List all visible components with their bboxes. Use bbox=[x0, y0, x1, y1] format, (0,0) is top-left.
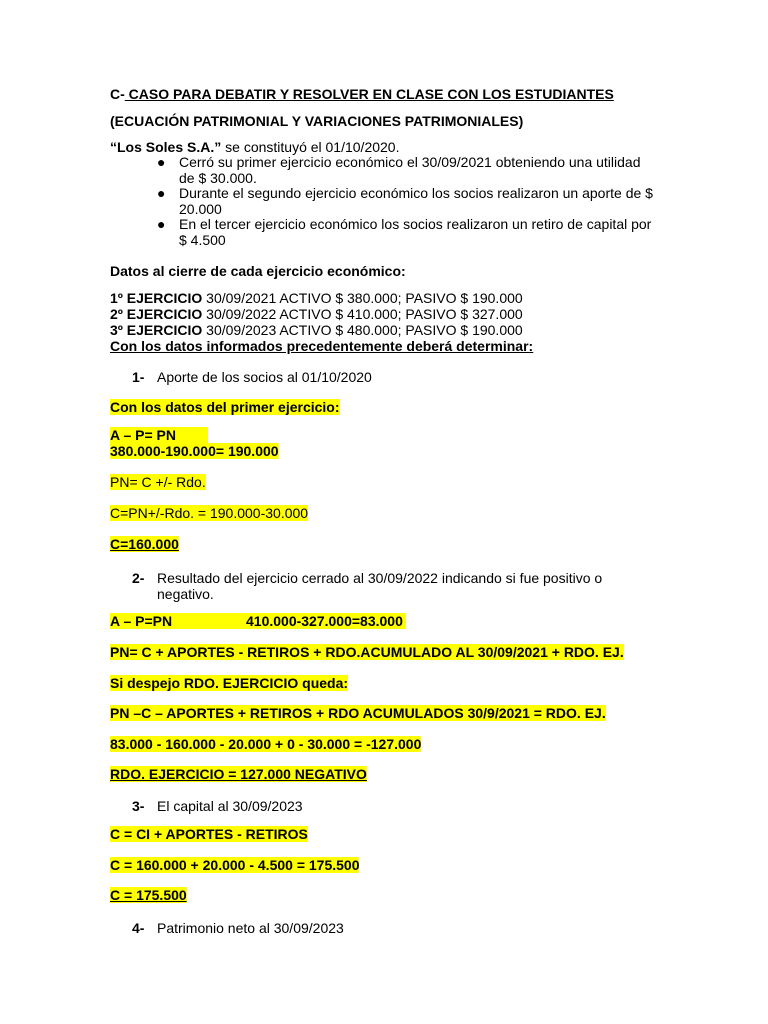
result-line: C=160.000 bbox=[110, 536, 179, 552]
question-text: Resultado del ejercicio cerrado al 30/09/2022 indicando si fue positivo o negativo. bbox=[157, 570, 603, 602]
question-text: El capital al 30/09/2023 bbox=[157, 798, 303, 814]
calc-line: 83.000 - 160.000 - 20.000 + 0 - 30.000 = -127.000 bbox=[110, 736, 422, 752]
question-number: 3- bbox=[132, 798, 145, 814]
formula-line: A – P=PN bbox=[110, 613, 246, 629]
formula-line: C = CI + APORTES - RETIROS bbox=[110, 826, 308, 842]
intro-rest: se constituyó el 01/10/2020. bbox=[221, 139, 400, 155]
formula-line: PN= C + APORTES - RETIROS + RDO.ACUMULADO AL 30/09/2021 + RDO. EJ. bbox=[110, 644, 624, 660]
calc-line: C = 160.000 + 20.000 - 4.500 = 175.500 bbox=[110, 857, 360, 873]
question-number: 4- bbox=[132, 920, 145, 936]
question-number: 1- bbox=[132, 369, 145, 385]
bullet-icon: ● bbox=[157, 185, 166, 201]
question-text: Patrimonio neto al 30/09/2023 bbox=[157, 920, 344, 936]
bullet-item: En el tercer ejercicio económico los socios realizaron un retiro de capital por $ 4.500 bbox=[179, 216, 652, 248]
question-number: 2- bbox=[132, 570, 145, 586]
calc-line: C=PN+/-Rdo. = 190.000-30.000 bbox=[110, 505, 309, 521]
formula-line: PN –C – APORTES + RETIROS + RDO ACUMULADOS 30/9/2021 = RDO. EJ. bbox=[110, 705, 606, 721]
bullet-item: Cerró su primer ejercicio económico el 30/09/2021 obteniendo una utilidad de $ 30.000. bbox=[179, 154, 641, 186]
data-row-text: 30/09/2022 ACTIVO $ 410.000; PASIVO $ 327.000 bbox=[202, 306, 523, 322]
header-line bbox=[110, 86, 614, 102]
solution-line: Si despejo RDO. EJERCICIO queda: bbox=[110, 675, 349, 691]
bullet-icon: ● bbox=[157, 154, 166, 170]
data-row-label: 2º EJERCICIO bbox=[110, 306, 203, 322]
data-heading: Datos al cierre de cada ejercicio económico: bbox=[110, 263, 406, 279]
header-title: CASO PARA DEBATIR Y RESOLVER EN CLASE CON LOS ESTUDIANTES bbox=[124, 86, 614, 102]
bullet-item: Durante el segundo ejercicio económico los socios realizaron un aporte de $ 20.000 bbox=[179, 185, 653, 217]
data-row-text: 30/09/2021 ACTIVO $ 380.000; PASIVO $ 190.000 bbox=[202, 290, 523, 306]
data-row bbox=[110, 290, 523, 306]
result-line: RDO. EJERCICIO = 127.000 NEGATIVO bbox=[110, 766, 367, 782]
data-row bbox=[110, 306, 523, 322]
header-subtitle: (ECUACIÓN PATRIMONIAL Y VARIACIONES PATRIMONIALES) bbox=[110, 113, 524, 129]
data-row-label: 3º EJERCICIO bbox=[110, 322, 203, 338]
solution-line: Con los datos del primer ejercicio: bbox=[110, 399, 340, 415]
intro-line bbox=[110, 139, 399, 155]
header-prefix: C- bbox=[110, 86, 125, 102]
calc-line: 380.000-190.000= 190.000 bbox=[110, 443, 279, 459]
calc-line: 410.000-327.000=83.000 bbox=[246, 613, 406, 629]
company-name: “Los Soles S.A.” bbox=[110, 139, 222, 155]
data-row bbox=[110, 322, 523, 338]
formula-line: PN= C +/- Rdo. bbox=[110, 474, 206, 490]
bullet-icon: ● bbox=[157, 216, 166, 232]
result-line: C = 175.500 bbox=[110, 887, 187, 903]
data-row-label: 1º EJERCICIO bbox=[110, 290, 203, 306]
instruction-line: Con los datos informados precedentemente deberá determinar: bbox=[110, 338, 534, 354]
question-text: Aporte de los socios al 01/10/2020 bbox=[157, 369, 372, 385]
data-row-text: 30/09/2023 ACTIVO $ 480.000; PASIVO $ 190.000 bbox=[202, 322, 523, 338]
formula-line: A – P= PN bbox=[110, 427, 208, 443]
